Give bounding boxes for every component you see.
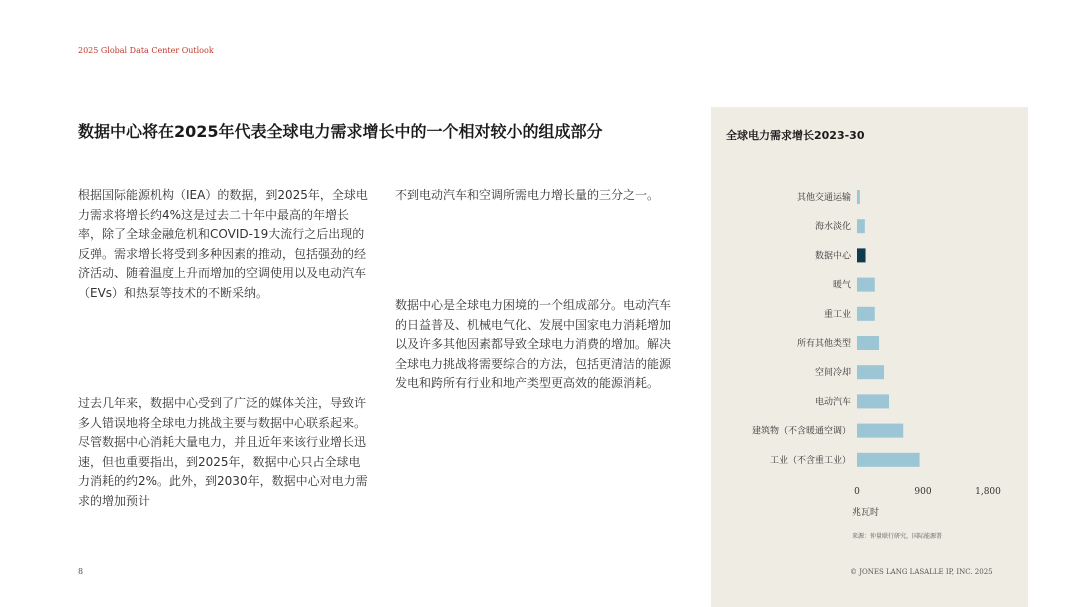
- bar-1: [857, 219, 865, 233]
- bar-chart: [711, 107, 1028, 527]
- bar-3: [857, 278, 875, 292]
- bar-4: [857, 307, 875, 321]
- bar-0: [857, 190, 860, 204]
- category-label-4: 重工业: [823, 309, 851, 320]
- bar-8: [857, 424, 903, 438]
- category-label-2: 数据中心: [814, 251, 851, 262]
- page-title: 数据中心将在2025年代表全球电力需求增长中的一个相对较小的组成部分: [78, 122, 603, 141]
- x-tick-label-0: 0: [854, 487, 860, 497]
- chart-title: 全球电力需求增长2023-30: [726, 129, 865, 142]
- category-label-7: 电动汽车: [814, 397, 851, 408]
- bar-7: [857, 394, 889, 408]
- category-label-1: 海水淡化: [814, 222, 851, 233]
- category-label-9: 工业（不含重工业）: [769, 455, 851, 466]
- bar-6: [857, 365, 884, 379]
- category-label-8: 建筑物（不含暖通空调）: [751, 426, 851, 437]
- bar-9: [857, 453, 920, 467]
- body-column-1-continued: [78, 394, 368, 511]
- report-header: 2025 Global Data Center Outlook: [78, 46, 214, 55]
- category-label-6: 空间冷却: [814, 368, 851, 379]
- body-column-1: [78, 186, 368, 303]
- body-paragraph-3: 不到电动汽车和空调所需电力增长量的三分之一。: [395, 188, 660, 202]
- x-tick-label-1: 900: [914, 487, 932, 497]
- x-tick-label-2: 1,800: [975, 487, 1001, 497]
- bar-2: [857, 248, 866, 262]
- chart-panel: [711, 107, 1028, 607]
- body-paragraph-2: 过去几年来，数据中心受到了广泛的媒体关注，导致许多人错误地将全球电力挑战主要与数据中心联系起来。尽管数据中心消耗大量电力，并且近年来该行业增长迅速，但也重要指出，到2025年，数据中心只占全球电力消耗的约2%。此外，到2030年，数据中心对电力需求的增加预计: [78, 396, 368, 508]
- category-label-3: 暖气: [832, 280, 851, 291]
- body-paragraph-4: 数据中心是全球电力困境的一个组成部分。电动汽车的日益普及、机械电气化、发展中国家电力消耗增加以及许多其他因素都导致全球电力消费的增加。解决全球电力挑战将需要综合的方法，包括更清洁的能源发电和跨所有行业和地产类型更高效的能源消耗。: [395, 298, 672, 390]
- category-label-0: 其他交通运输: [796, 193, 851, 203]
- body-column-2-continued: [395, 296, 680, 394]
- body-paragraph-1: 根据国际能源机构（IEA）的数据，到2025年，全球电力需求将增长约4%这是过去二十年中最高的年增长率，除了全球金融危机和COVID-19大流行之后出现的反弹。需求增长将受到多种因素的推动，包括强劲的经济活动、随着温度上升而增加的空调使用以及电动汽车（EVs）和热泵等技术的不断采纳。: [78, 188, 368, 300]
- category-label-5: 所有其他类型: [796, 339, 851, 349]
- x-axis-label: 兆瓦时: [852, 508, 880, 518]
- chart-source: 来源：仲量联行研究，国际能源署: [852, 533, 943, 540]
- copyright: © JONES LANG LASALLE IP, INC. 2025: [850, 568, 993, 576]
- page-number: 8: [78, 567, 84, 576]
- body-column-2: [395, 186, 685, 206]
- bar-5: [857, 336, 879, 350]
